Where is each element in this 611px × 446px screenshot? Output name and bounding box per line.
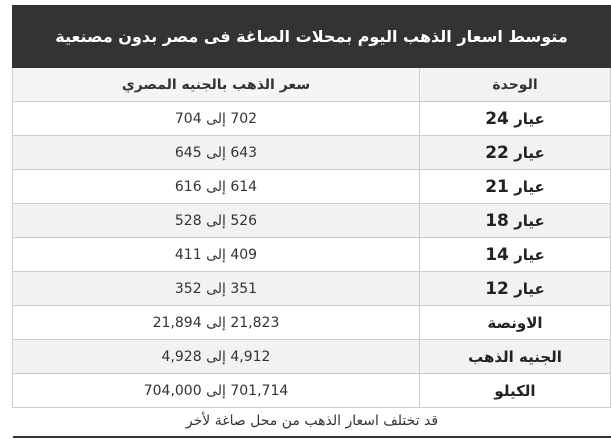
price-range-cell: 21,823 إلى 21,894	[12, 306, 419, 340]
price-range-cell: 702 إلى 704	[12, 102, 419, 136]
price-range-cell: 614 إلى 616	[12, 170, 419, 204]
table-title-row	[12, 6, 610, 68]
unit-cell	[420, 340, 611, 374]
unit-label: عيار	[514, 279, 545, 298]
karat-number: 18	[485, 210, 509, 231]
table-footnote: قد تختلف اسعار الذهب من محل صاغة لأخر	[13, 408, 611, 438]
unit-label: عيار	[514, 109, 545, 128]
gold-price-table	[12, 5, 611, 408]
karat-number: 24	[485, 108, 509, 129]
table-row	[12, 340, 610, 374]
table-row	[12, 102, 610, 136]
unit-cell	[420, 238, 611, 272]
unit-label: عيار	[514, 177, 545, 196]
unit-cell	[420, 306, 611, 340]
karat-number: 22	[485, 142, 509, 163]
unit-label: الاونصة	[487, 313, 543, 332]
unit-label: عيار	[514, 143, 545, 162]
table-row	[12, 272, 610, 306]
table-row	[12, 306, 610, 340]
unit-label: الكيلو	[494, 381, 536, 400]
unit-cell	[420, 102, 611, 136]
table-row	[12, 170, 610, 204]
price-range-cell: 351 إلى 352	[12, 272, 419, 306]
unit-cell	[420, 272, 611, 306]
unit-label: عيار	[514, 245, 545, 264]
unit-cell	[420, 204, 611, 238]
unit-label: الجنيه الذهب	[468, 347, 562, 366]
unit-cell	[420, 136, 611, 170]
price-range-cell: 526 إلى 528	[12, 204, 419, 238]
column-header-price: سعر الذهب بالجنيه المصري	[12, 68, 419, 102]
price-range-cell: 643 إلى 645	[12, 136, 419, 170]
unit-label: عيار	[514, 211, 545, 230]
table-header-row	[12, 68, 610, 102]
table-row	[12, 136, 610, 170]
column-header-unit: الوحدة	[420, 68, 611, 102]
unit-cell	[420, 374, 611, 408]
karat-number: 14	[485, 244, 509, 265]
table-title: متوسط اسعار الذهب اليوم بمحلات الصاغة فى مصر بدون مصنعية	[12, 6, 610, 68]
price-range-cell: 409 إلى 411	[12, 238, 419, 272]
unit-cell	[420, 170, 611, 204]
table-row	[12, 374, 610, 408]
price-range-cell: 4,912 إلى 4,928	[12, 340, 419, 374]
price-range-cell: 701,714 إلى 704,000	[12, 374, 419, 408]
karat-number: 21	[485, 176, 509, 197]
table-row	[12, 238, 610, 272]
karat-number: 12	[485, 278, 509, 299]
gold-price-table-container	[13, 5, 611, 438]
table-row	[12, 204, 610, 238]
